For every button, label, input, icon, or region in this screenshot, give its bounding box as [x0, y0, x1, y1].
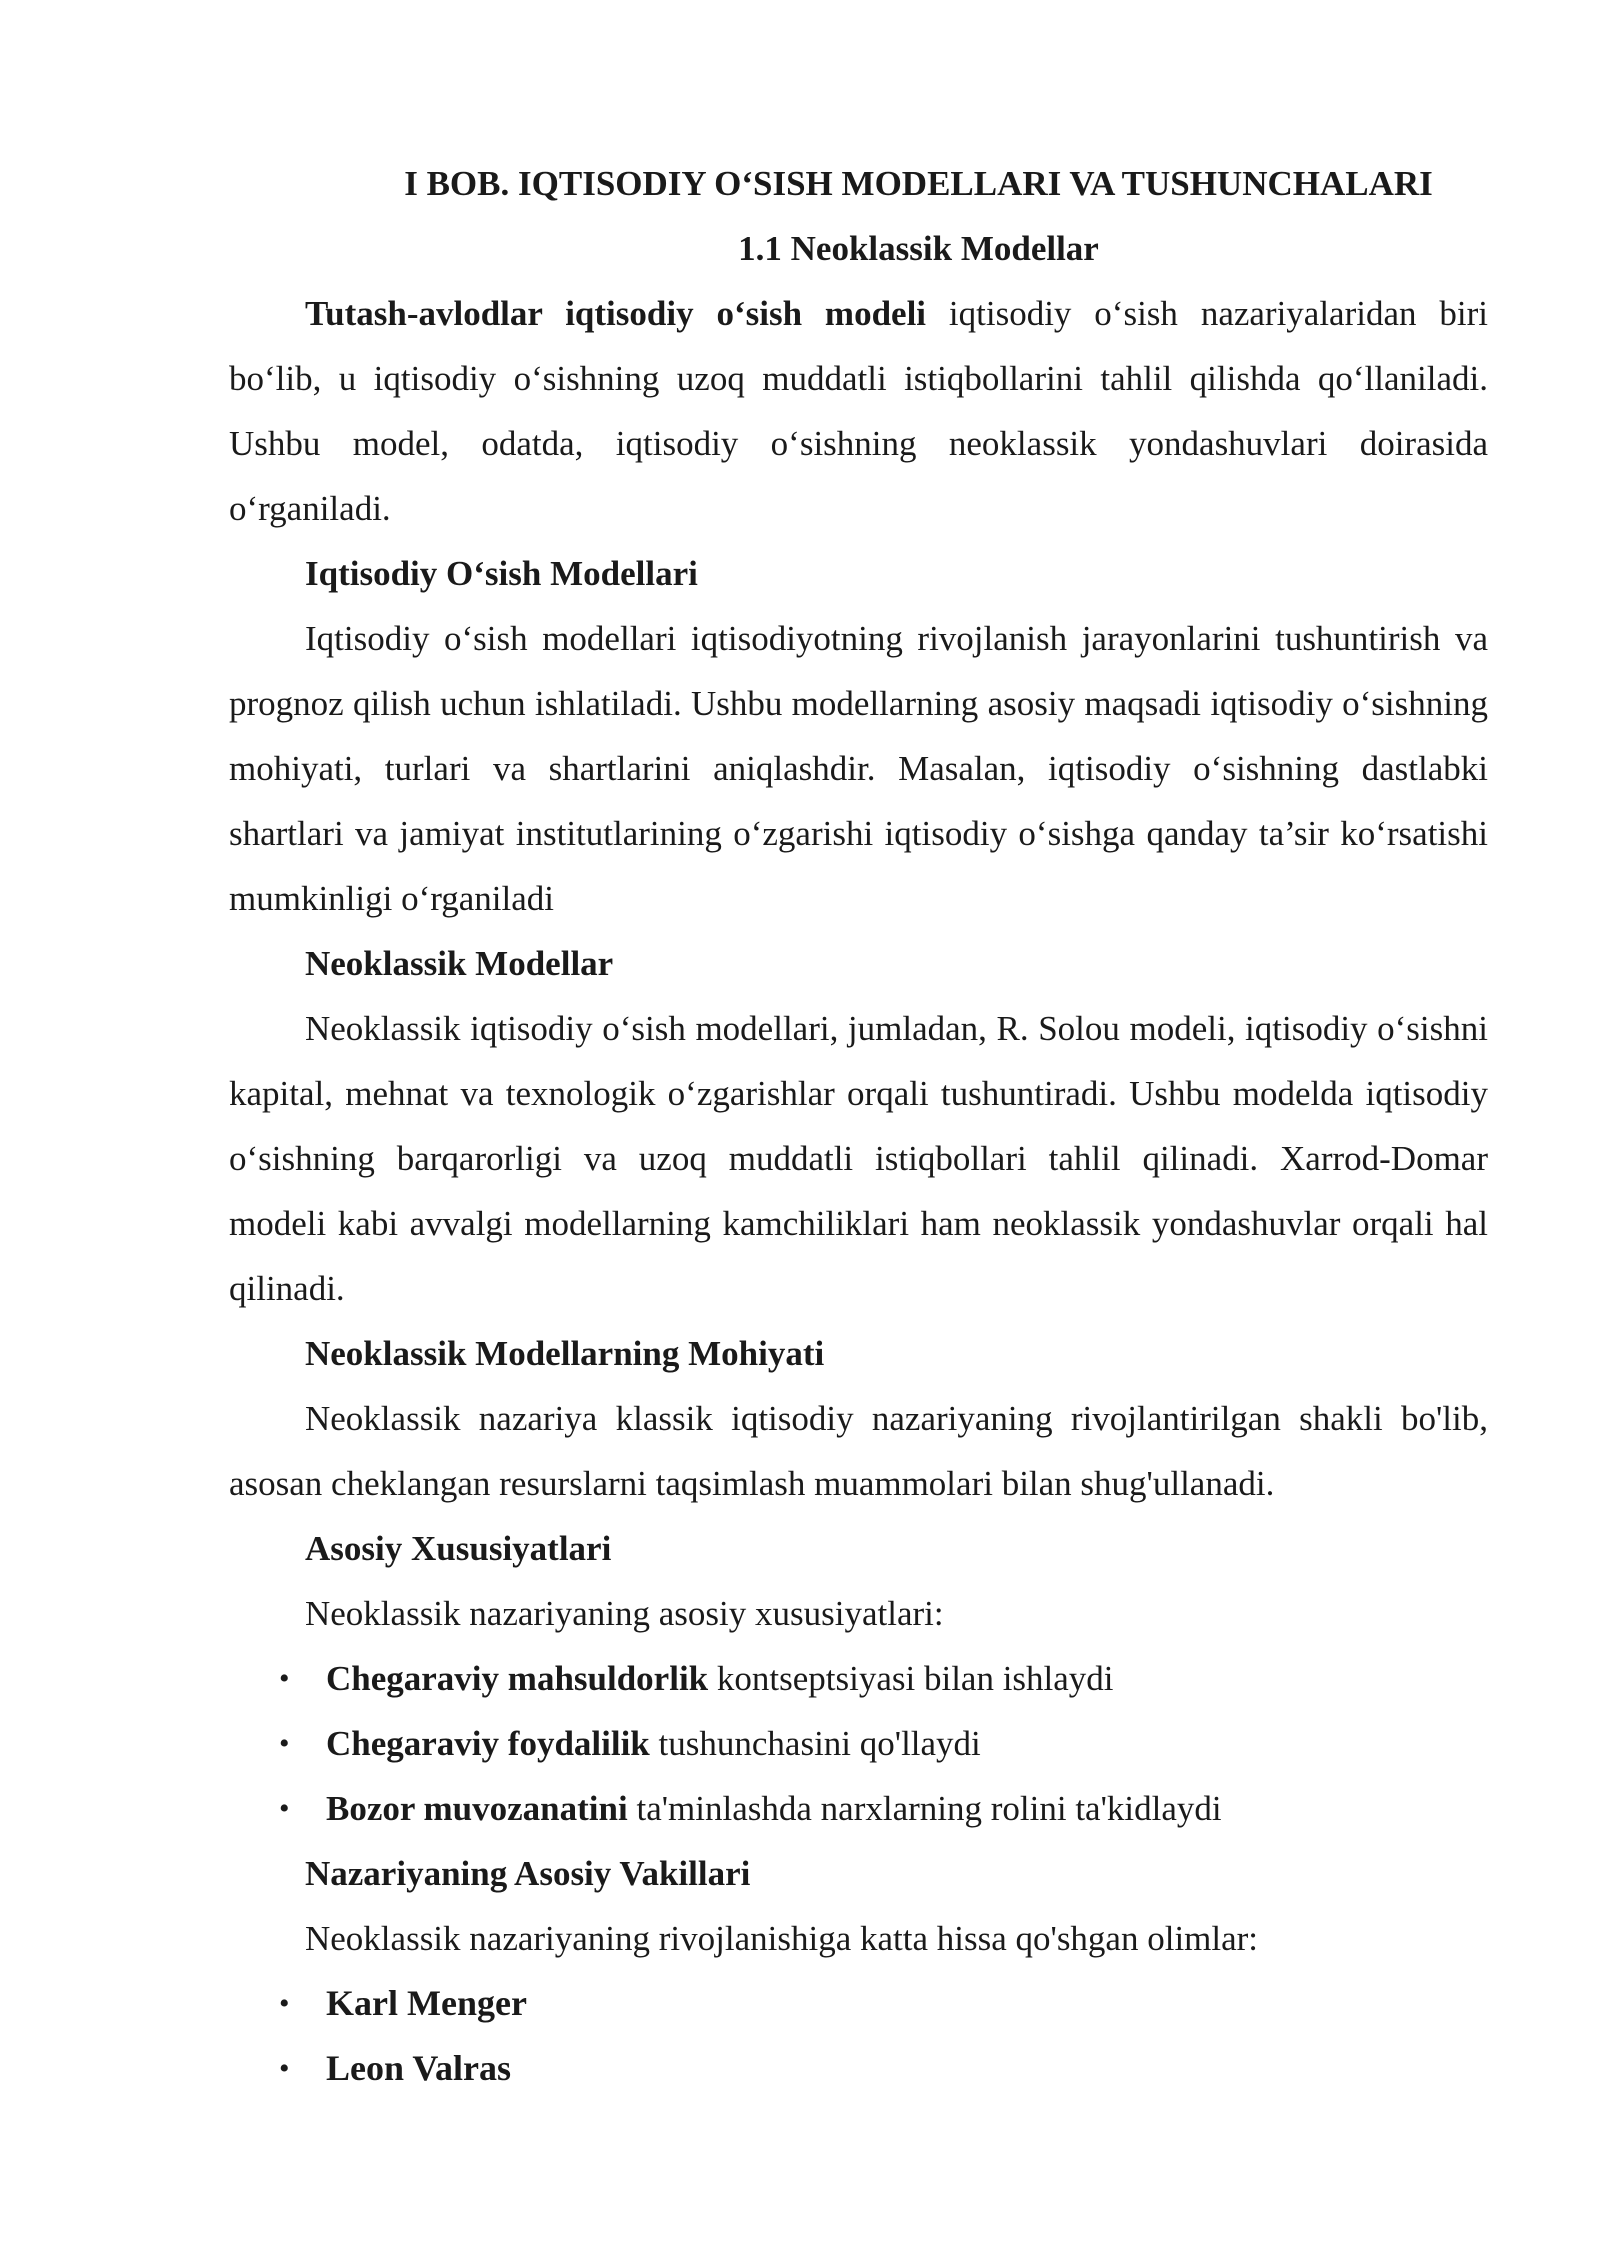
chapter-title: I BOB. IQTISODIY O‘SISH MODELLARI VA TUSHUNCHALARI [404, 164, 1433, 203]
scientist-name: Karl Menger [326, 1983, 527, 2023]
intro-paragraph [229, 281, 1488, 541]
bullet-icon: • [279, 1987, 290, 2020]
heading-neoclassical-essence: Neoklassik Modellarning Mohiyati [305, 1334, 825, 1373]
paragraph-growth-models: Iqtisodiy o‘sish modellari iqtisodiyotning rivojlanish jarayonlarini tushuntirish va prognoz qilish uchun ishlatiladi. Ushbu modellarning asosiy maqsadi iqtisodiy o‘sishning mohiyati, turlari va shartlarini aniqlashdir. Masalan, iqtisodiy o‘sishning dastlabki shartlari va jamiyat institutlarining o‘zgarishi iqtisodiy o‘sishga qanday ta’sir ko‘rsatishi mumkinligi o‘rganiladi [229, 619, 1488, 918]
scientist-name: Leon Valras [326, 2048, 512, 2088]
paragraph-neoclassical-essence: Neoklassik nazariya klassik iqtisodiy nazariyaning rivojlantirilgan shakli bo'lib, asosan cheklangan resurslarni taqsimlash muammolari bilan shug'ullanadi. [229, 1399, 1488, 1503]
intro-paragraph-text: iqtisodiy o‘sish nazariyalaridan biri bo‘lib, u iqtisodiy o‘sishning uzoq muddatli istiqbollarini tahlil qilishda qo‘llaniladi. Ushbu model, odatda, iqtisodiy o‘sishning neoklassik yondashuvlari doirasida o‘rganiladi. [229, 294, 1488, 528]
list-item-term: Chegaraviy mahsuldorlik [326, 1659, 709, 1698]
list-item-term: Bozor muvozanatini [326, 1789, 628, 1828]
list-item [229, 1646, 1488, 1711]
heading-neoclassical-models: Neoklassik Modellar [305, 944, 614, 983]
list-item-text: ta'minlashda narxlarning rolini ta'kidlaydi [627, 1789, 1222, 1828]
list-item [229, 1971, 1488, 2036]
list-item-text: tushunchasini qo'llaydi [649, 1724, 981, 1763]
bullet-icon: • [279, 1792, 290, 1825]
representatives-intro: Neoklassik nazariyaning rivojlanishiga katta hissa qo'shgan olimlar: [305, 1919, 1259, 1958]
features-intro: Neoklassik nazariyaning asosiy xususiyatlari: [305, 1594, 944, 1633]
list-item [229, 1711, 1488, 1776]
heading-main-features: Asosiy Xususiyatlari [305, 1529, 612, 1568]
features-list [229, 1646, 1488, 1841]
heading-growth-models: Iqtisodiy O‘sish Modellari [305, 554, 698, 593]
intro-lead-term: Tutash-avlodlar iqtisodiy o‘sish modeli [305, 294, 927, 333]
bullet-icon: • [279, 1727, 290, 1760]
heading-main-representatives: Nazariyaning Asosiy Vakillari [305, 1854, 751, 1893]
paragraph-neoclassical-models: Neoklassik iqtisodiy o‘sish modellari, jumladan, R. Solou modeli, iqtisodiy o‘sishni kapital, mehnat va texnologik o‘zgarishlar orqali tushuntiradi. Ushbu modelda iqtisodiy o‘sishning barqarorligi va uzoq muddatli istiqbollari tahlil qilinadi. Xarrod-Domar modeli kabi avvalgi modellarning kamchiliklari ham neoklassik yondashuvlar orqali hal qilinadi. [229, 1009, 1488, 1308]
list-item-term: Chegaraviy foydalilik [326, 1724, 650, 1763]
representatives-list [229, 1971, 1488, 2101]
list-item [229, 1776, 1488, 1841]
bullet-icon: • [279, 1662, 290, 1695]
list-item-text: kontseptsiyasi bilan ishlaydi [708, 1659, 1114, 1698]
bullet-icon: • [279, 2052, 290, 2085]
list-item [229, 2036, 1488, 2101]
section-title: 1.1 Neoklassik Modellar [738, 229, 1099, 268]
